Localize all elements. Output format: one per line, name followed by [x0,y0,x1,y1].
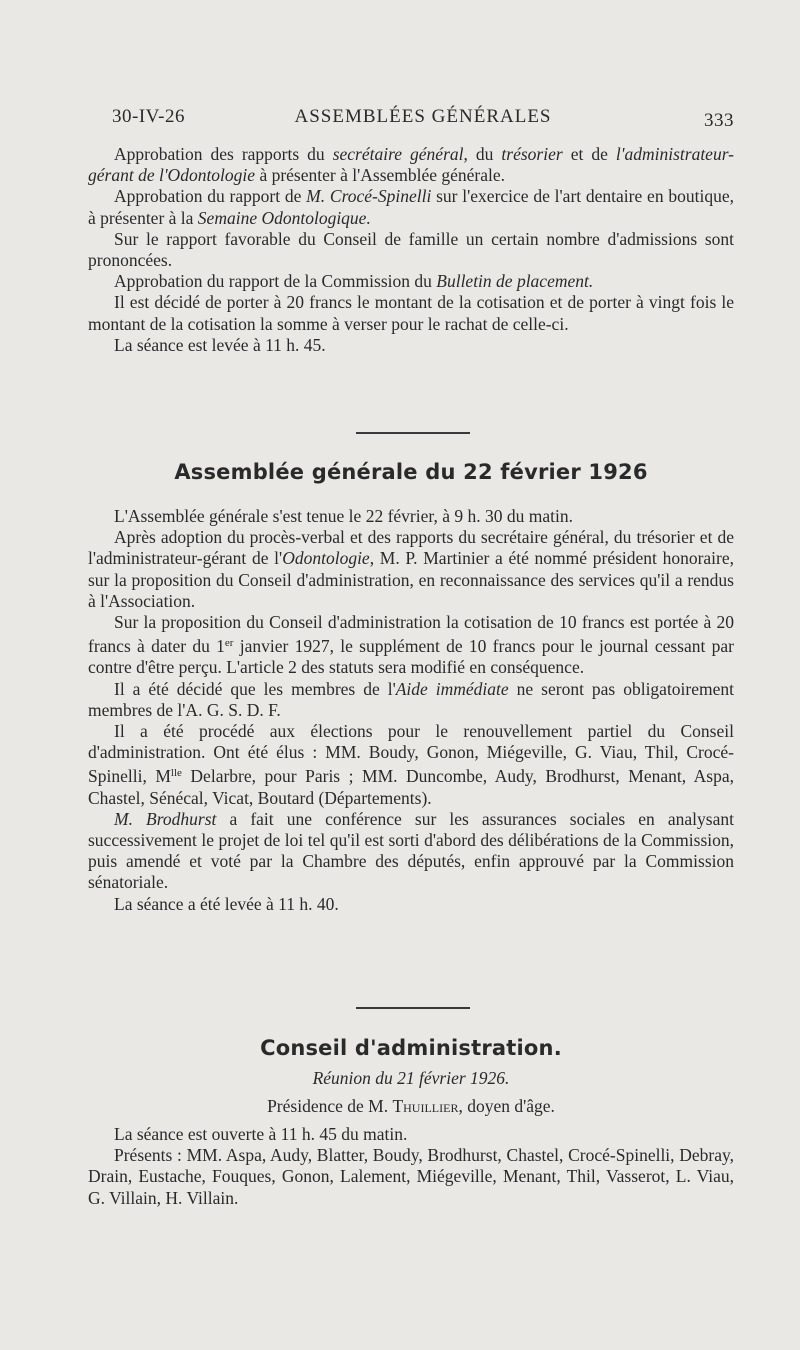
paragraph: Il a été décidé que les membres de l'Aide immédiate ne seront pas obligatoirement membres de l'A. G. S. D. F. [88,678,735,720]
paragraph: M. Brodhurst a fait une conférence sur les assurances sociales en analysant successivement le projet de loi tel qu'il est sorti d'abord des délibérations de la Commission, puis amendé et voté par la Chambre des députés, enfin approuvé par la Commission sénatoriale. [88,808,734,893]
section-board-meeting [88,1124,734,1209]
section-divider [356,1007,470,1009]
paragraph: L'Assemblée générale s'est tenue le 22 février, à 9 h. 30 du matin. [114,506,573,526]
running-head [112,106,734,134]
page-number: 333 [704,110,734,131]
header-title: ASSEMBLÉES GÉNÉRALES [294,106,552,127]
paragraph: Approbation du rapport de la Commission du Bulletin de placement. [114,271,594,292]
paragraph: Après adoption du procès-verbal et des rapports du secrétaire général, du trésorier et de l'administrateur-gérant de l'Odontologie, M. P. Martinier a été nommé président honoraire, sur la proposition du Conseil d'administration, en reconnaissance des services qu'il a rendus à l'Association. [88,527,734,611]
section-heading: Conseil d'administration. [260,1036,562,1060]
attendees-paragraph: Présents : MM. Aspa, Audy, Blatter, Boudy, Brodhurst, Chastel, Crocé-Spinelli, Debray, Drain, Eustache, Fouques, Gonon, Lalement, Miégeville, Menant, Thil, Vasserot, L. Viau, G. Villain, H. Villain. [88,1145,734,1208]
closing-line: La séance est levée à 11 h. 45. [114,334,326,355]
closing-line: La séance a été levée à 11 h. 40. [114,893,339,914]
paragraph: Sur le rapport favorable du Conseil de famille un certain nombre d'admissions sont prononcées. [88,228,734,271]
header-date: 30-IV-26 [112,106,185,127]
section-general-assembly [88,506,734,915]
section-heading: Assemblée générale du 22 février 1926 [174,460,648,484]
paragraph: Sur la proposition du Conseil d'administration la cotisation de 10 francs est portée à 20 francs à dater du 1er janvier 1927, le supplément de 10 francs pour le journal cessant par contre d'être perçu. L'article 2 des statuts sera modifié en conséquence. [88,612,734,678]
meeting-date: Réunion du 21 février 1926. [312,1068,510,1088]
section-divider [356,432,470,434]
section-minutes-continued [88,144,734,356]
paragraph: Approbation des rapports du secrétaire général, du trésorier et de l'administrateur-gérant de l'Odontologie à présenter à l'Assemblée générale. [88,144,734,186]
paragraph: La séance est ouverte à 11 h. 45 du matin. [114,1124,408,1144]
presidence-line: Présidence de M. Thuillier, doyen d'âge. [267,1096,555,1116]
paragraph: Il a été procédé aux élections pour le renouvellement partiel du Conseil d'administration. Ont été élus : MM. Boudy, Gonon, Miégeville, G. Viau, Thil, Crocé-Spinelli, $M^{lle}$ Delarbre, pour Paris ; MM. Duncombe, Audy, Brodhurst, Menant, Aspa, Chastel, Sénécal, Vicat, Boutard (Départements). [88,721,734,808]
paragraph: Il est décidé de porter à 20 francs le montant de la cotisation et de porter à vingt fois le montant de la cotisation la somme à verser pour le rachat de celle-ci. [88,292,734,334]
paragraph: Approbation du rapport de M. Crocé-Spinelli sur l'exercice de l'art dentaire en boutique, à présenter à la Semaine Odontologique. [88,186,734,228]
